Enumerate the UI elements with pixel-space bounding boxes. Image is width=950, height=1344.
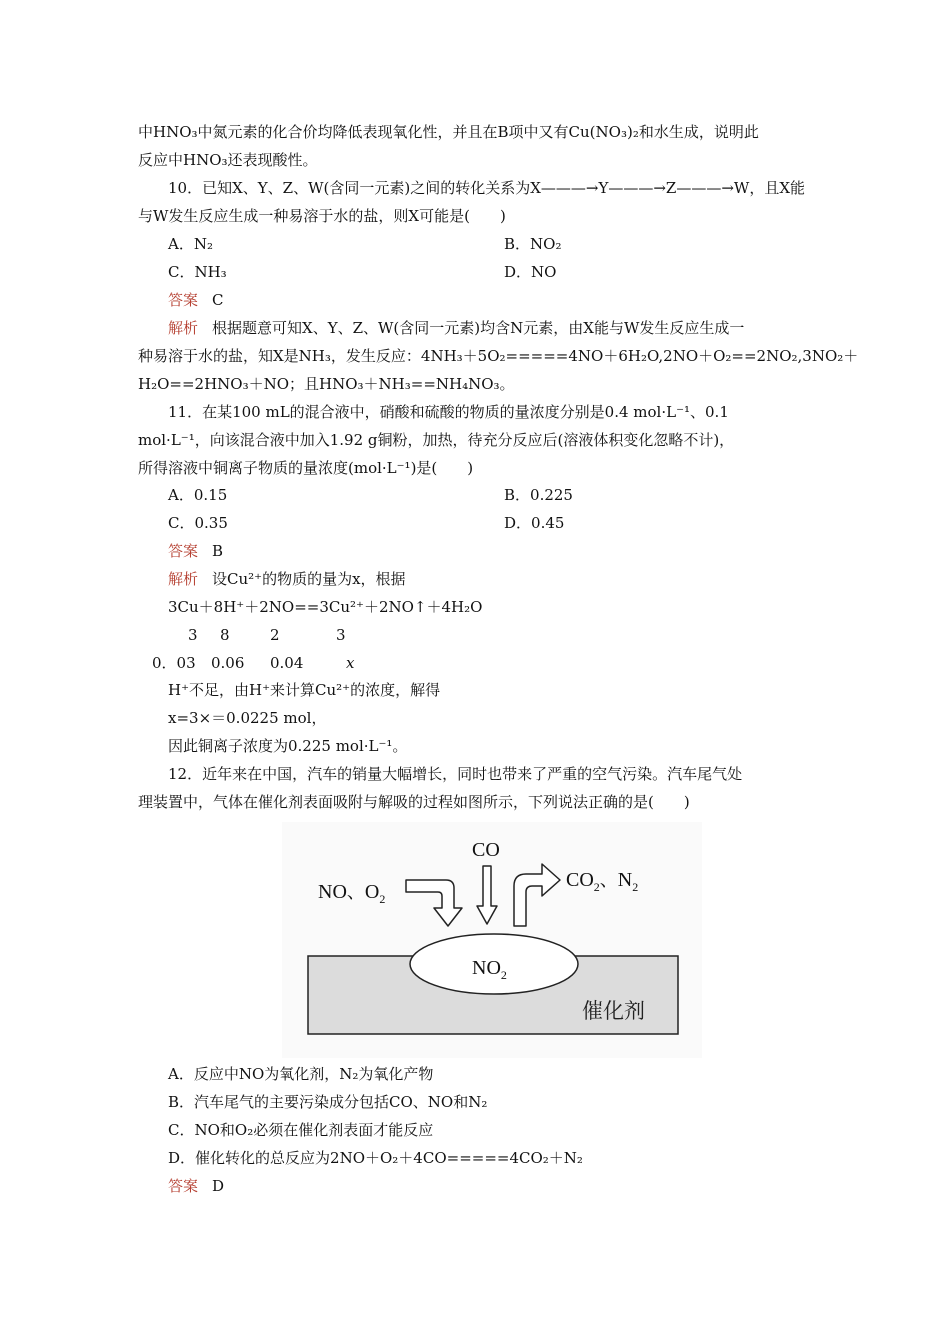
q10-analysis-row bbox=[168, 318, 744, 338]
analysis-label: 解析 bbox=[168, 319, 199, 337]
q10-stem-1: 10．已知X、Y、Z、W(含同一元素)之间的转化关系为X———→Y———→Z———→W，且X能 bbox=[168, 179, 806, 197]
label-co2-n2: $CO_2$、$N_2$ bbox=[566, 869, 639, 894]
q11-amount-3: 0.04 bbox=[270, 654, 304, 672]
q11-stem-3: 所得溶液中铜离子物质的量浓度(mol·L⁻¹)是( ) bbox=[138, 459, 474, 477]
q12-answer-row bbox=[168, 1176, 224, 1196]
q10-option-d: D．NO bbox=[504, 263, 557, 281]
q10-answer-value: C bbox=[212, 291, 224, 309]
label-catalyst: 催化剂 bbox=[582, 999, 645, 1023]
q12-option-c: C．NO和O₂必须在催化剂表面才能反应 bbox=[168, 1121, 434, 1139]
answer-label: 答案 bbox=[168, 291, 199, 309]
q11-coef-1: 3 bbox=[188, 626, 198, 644]
catalyst-figure bbox=[282, 822, 702, 1058]
q11-amount-4: x bbox=[346, 654, 355, 672]
intro-line-1: 中HNO₃中氮元素的化合价均降低表现氧化性，并且在B项中又有Cu(NO₃)₂和水生成，说明此 bbox=[138, 123, 759, 141]
q11-equation: 3Cu＋8H⁺＋2NO==3Cu²⁺＋2NO↑＋4H₂O bbox=[168, 598, 483, 616]
q11-analysis-1: 设Cu²⁺的物质的量为x，根据 bbox=[212, 570, 406, 588]
intro-line-2: 反应中HNO₃还表现酸性。 bbox=[138, 151, 318, 169]
q10-option-b: B．NO₂ bbox=[504, 235, 562, 253]
q11-answer-row bbox=[168, 541, 223, 561]
q12-stem-2: 理装置中，气体在催化剂表面吸附与解吸的过程如图所示，下列说法正确的是( ) bbox=[138, 793, 690, 811]
q11-option-a: A．0.15 bbox=[168, 486, 228, 504]
q11-line-conc: 因此铜离子浓度为0.225 mol·L⁻¹。 bbox=[168, 737, 408, 755]
q12-option-d: D．催化转化的总反应为2NO＋O₂＋4CO=====4CO₂＋N₂ bbox=[168, 1149, 583, 1167]
q10-stem-2: 与W发生反应生成一种易溶于水的盐，则X可能是( ) bbox=[138, 207, 506, 225]
q10-option-a: A．N₂ bbox=[168, 235, 213, 253]
q12-option-a: A．反应中NO为氧化剂，N₂为氧化产物 bbox=[168, 1065, 434, 1083]
label-no2: $NO_2$ bbox=[472, 957, 507, 982]
label-co: CO bbox=[472, 839, 500, 861]
q10-option-c: C．NH₃ bbox=[168, 263, 227, 281]
q11-line-h: H⁺不足，由H⁺来计算Cu²⁺的浓度，解得 bbox=[168, 681, 441, 699]
q11-amount-2: 0.06 bbox=[211, 654, 245, 672]
q11-option-b: B．0.225 bbox=[504, 486, 573, 504]
q11-coef-3: 2 bbox=[270, 626, 280, 644]
q12-stem-1: 12．近年来在中国，汽车的销量大幅增长，同时也带来了严重的空气污染。汽车尾气处 bbox=[168, 765, 743, 783]
q10-analysis-3: H₂O==2HNO₃＋NO；且HNO₃＋NH₃==NH₄NO₃。 bbox=[138, 375, 515, 393]
q11-coef-4: 3 bbox=[336, 626, 346, 644]
q11-amount-1: 0．03 bbox=[152, 654, 196, 672]
q11-analysis-row bbox=[168, 569, 406, 589]
q11-option-c: C．0.35 bbox=[168, 514, 228, 532]
q10-answer-row bbox=[168, 290, 224, 310]
label-no-o2: NO、$O_2$ bbox=[318, 881, 386, 906]
q12-answer-value: D bbox=[212, 1177, 225, 1195]
q11-option-d: D．0.45 bbox=[504, 514, 565, 532]
answer-label: 答案 bbox=[168, 1177, 199, 1195]
answer-label: 答案 bbox=[168, 542, 199, 560]
q11-stem-2: mol·L⁻¹，向该混合液中加入1.92 g铜粉，加热，待充分反应后(溶液体积变化忽略不计)， bbox=[138, 431, 735, 449]
q11-stem-1: 11．在某100 mL的混合液中，硝酸和硫酸的物质的量浓度分别是0.4 mol·L⁻¹、0.1 bbox=[168, 403, 729, 421]
catalyst-figure-svg bbox=[282, 822, 702, 1058]
q10-analysis-2: 种易溶于水的盐，知X是NH₃，发生反应：4NH₃＋5O₂=====4NO＋6H₂O,2NO＋O₂==2NO₂,3NO₂＋ bbox=[138, 347, 859, 365]
analysis-label: 解析 bbox=[168, 570, 199, 588]
q11-answer-value: B bbox=[212, 542, 224, 560]
q12-option-b: B．汽车尾气的主要污染成分包括CO、NO和N₂ bbox=[168, 1093, 488, 1111]
q11-coef-2: 8 bbox=[220, 626, 230, 644]
q10-analysis-1: 根据题意可知X、Y、Z、W(含同一元素)均含N元素，由X能与W发生反应生成一 bbox=[212, 319, 745, 337]
q11-line-x: x=3×＝0.0225 mol， bbox=[168, 709, 327, 727]
